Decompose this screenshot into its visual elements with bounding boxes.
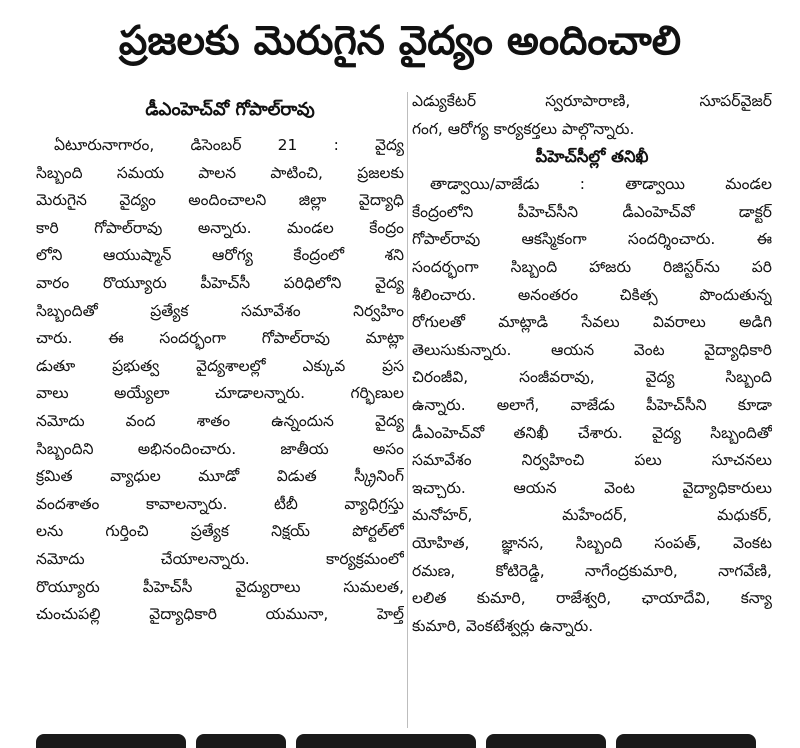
left-line-14: వందశాతం కావాలన్నారు. టీబీ వ్యాధిగ్రస్తు <box>36 494 404 513</box>
left-line-3: మెరుగైన వైద్యం అందించాలని జిల్లా వైద్యాధి <box>36 191 404 210</box>
left-line-16: నమోదు చేయాలన్నారు. కార్యక్రమంలో <box>36 549 404 568</box>
right-line-13: సమావేశం నిర్వహించి పలు సూచనలు <box>412 451 772 470</box>
right-column <box>412 88 772 728</box>
right-line-3: తాడ్వాయి/వాజేడు : తాడ్వాయి మండల <box>430 175 772 194</box>
right-line-7: శీలించారు. అనంతరం చికిత్స పొందుతున్న <box>412 285 772 304</box>
left-line-4: కారి గోపాల్‌రావు అన్నారు. మండల కేంద్రం <box>36 218 404 237</box>
right-line-4: కేంద్రంలోని పీహెచ్‌సీని డీఎంహెచ్‌వో డాక్టర్ <box>412 202 772 221</box>
right-line-8: రోగులతో మాట్లాడి సేవలు వివరాలు అడిగి <box>412 313 772 332</box>
next-headline-cutoff <box>36 734 772 748</box>
left-line-7: సిబ్బందితో ప్రత్యేక సమావేశం నిర్వహిం <box>36 301 404 320</box>
article-headline: ప్రజలకు మెరుగైన వైద్యం అందించాలి <box>118 18 682 64</box>
left-line-1: ఏటూరునాగారం, డిసెంబర్ 21 : వైద్య <box>54 136 404 154</box>
left-line-8: చారు. ఈ సందర్భంగా గోపాల్‌రావు మాట్లా <box>36 329 404 348</box>
right-line-14: ఇచ్చారు. ఆయన వెంట వైద్యాధికారులు <box>412 478 772 497</box>
right-line-1: ఎడ్యుకేటర్ స్వరూపారాణి, సూపర్‌వైజర్ <box>412 92 772 110</box>
right-line-12: డీఎంహెచ్‌వో తనిఖీ చేశారు. వైద్య సిబ్బందితో <box>412 423 772 442</box>
right-line-9: తెలుసుకున్నారు. ఆయన వెంట వైద్యాధికారి <box>412 340 772 359</box>
right-line-18: లలిత కుమారి, రాజేశ్వరి, ఛాయాదేవి, కన్యా <box>412 589 772 608</box>
section-subheading: పీహెచ్‌సీల్లో తనిఖీ <box>535 147 649 167</box>
right-line-6: సందర్భంగా సిబ్బంది హాజరు రిజిస్టర్‌ను పరి <box>412 257 772 276</box>
left-line-5: లోని ఆయుష్మాన్ ఆరోగ్య కేంద్రంలో శని <box>36 246 404 265</box>
left-line-13: క్రమిత వ్యాధుల మూడో విడుత స్క్రీనింగ్ <box>36 467 404 486</box>
left-line-2: సిబ్బంది సమయ పాలన పాటించి, ప్రజలకు <box>36 163 404 182</box>
left-line-12: సిబ్బందిని అభినందించారు. జాతీయ అసం <box>36 439 404 458</box>
left-line-9: డుతూ ప్రభుత్వ వైద్యశాలల్లో ఎక్కువ ప్రస <box>36 356 404 375</box>
left-line-10: వాలు అయ్యేలా చూడాలన్నారు. గర్భిణుల <box>36 384 404 403</box>
left-line-17: రొయ్యూరు పీహెచ్‌సీ వైద్యురాలు సుమలత, <box>36 577 404 596</box>
left-line-6: వారం రొయ్యూరు పీహెచ్‌సీ పరిధిలోని వైద్య <box>36 273 404 292</box>
article-byline: డీఎంహెచ్‌వో గోపాల్‌రావు <box>145 99 315 120</box>
right-line-5: గోపాల్‌రావు ఆకస్మికంగా సందర్శించారు. ఈ <box>412 230 772 249</box>
right-line-17: రమణ, కోటిరెడ్డి, నాగేంద్రకుమారి, నాగవేణి, <box>412 561 772 580</box>
column-divider <box>407 92 408 728</box>
left-line-15: లను గుర్తించి ప్రత్యేక నిక్షయ్ పోర్టల్‌లో <box>36 522 404 541</box>
left-column <box>36 88 404 728</box>
right-line-10: చిరంజీవి, సంజీవరావు, వైద్య సిబ్బంది <box>412 368 772 387</box>
right-line-16: యోహిత, జ్ఞానస, సిబ్బంది సంపత్, వెంకట <box>412 533 772 552</box>
left-line-18: చుంచుపల్లి వైద్యాధికారి యమునా, హెల్త్ <box>36 605 404 624</box>
right-line-19: కుమారి, వెంకటేశ్వర్లు ఉన్నారు. <box>412 616 594 635</box>
left-line-11: నమోదు వంద శాతం ఉన్నందున వైద్య <box>36 411 404 430</box>
right-line-15: మనోహర్, మహేందర్, మధుకర్, <box>412 506 772 525</box>
right-line-2: గంగ, ఆరోగ్య కార్యకర్తలు పాల్గొన్నారు. <box>412 119 635 138</box>
right-line-11: ఉన్నారు. అలాగే, వాజేడు పీహెచ్‌సీని కూడా <box>412 395 772 414</box>
